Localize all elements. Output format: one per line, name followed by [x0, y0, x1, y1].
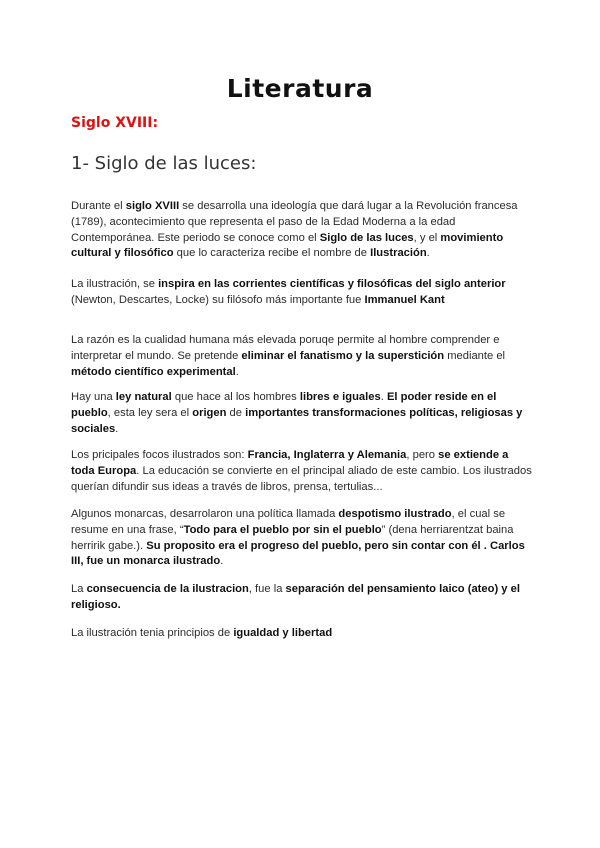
text-run: se desarrolla una ideología que dará lugar a la Revolución francesa (1789), acontecimiento que representa el paso de la Edad Moderna a la edad Contemporánea. Este periodo se conoce como el: [71, 200, 518, 244]
bold-text: Immanuel Kant: [364, 293, 445, 306]
text-run: . La educación se convierte en el principal aliado de este cambio. Los ilustrados querían difundir sus ideas a través de libros, prensa, tertulias...: [71, 464, 532, 493]
bold-text: siglo XVIII: [125, 200, 180, 212]
text-run: .: [220, 555, 224, 568]
paragraph-8: [71, 626, 533, 642]
bold-text: movimiento cultural y filosófico: [71, 231, 504, 260]
text-run: Algunos monarcas, desarrolaron una política llamada: [71, 508, 339, 520]
text-run: Los pricipales focos ilustrados son:: [71, 449, 248, 461]
text-run: mediante el: [444, 349, 506, 362]
text-run: , esta ley sera el: [107, 406, 193, 419]
bold-text: Todo para el pueblo por sin el pueblo: [183, 523, 382, 536]
paragraph-3: [71, 333, 533, 380]
text-run: ” (dena herriarentzat baina herririk gabe.).: [71, 523, 514, 552]
text-run: Durante el: [71, 200, 126, 212]
paragraph-5: [71, 448, 533, 495]
text-run: que hace al los hombres: [171, 391, 300, 403]
bold-text: se extiende a toda Europa: [71, 449, 509, 477]
bold-text: Ilustración: [370, 247, 427, 260]
text-run: La razón es la cualidad humana más elevada poruqe permite al hombre comprender e interpretar el mundo. Se pretende: [71, 334, 500, 362]
text-run: .: [235, 365, 239, 378]
subsection-heading: 1- Siglo de las luces:: [71, 153, 257, 174]
text-run: , fue la: [248, 583, 286, 595]
bold-text: El poder reside en el pueblo: [71, 391, 497, 419]
bold-text: ley natural: [115, 391, 172, 403]
bold-text: método científico experimental: [71, 365, 236, 378]
text-run: .: [380, 391, 387, 403]
bold-text: libres e iguales: [299, 391, 381, 403]
paragraph-6: [71, 507, 533, 570]
bold-text: importantes transformaciones políticas, religiosas y sociales: [71, 406, 523, 435]
text-run: .: [115, 422, 119, 435]
text-run: La ilustración tenia principios de: [71, 627, 234, 639]
text-run: Hay una: [71, 391, 116, 403]
bold-text: consecuencia de la ilustracion: [86, 583, 249, 595]
section-heading: Siglo XVIII:: [71, 115, 159, 131]
text-run: , pero: [406, 449, 439, 461]
page-title: Literatura: [226, 74, 374, 103]
paragraph-4: [71, 390, 533, 437]
bold-text: separación del pensamiento laico (ateo) y el religioso.: [71, 583, 520, 611]
bold-text: Francia, Inglaterra y Alemania: [247, 449, 407, 461]
paragraph-1: [71, 199, 533, 262]
paragraph-2: [71, 277, 533, 309]
bold-text: igualdad y libertad: [233, 627, 333, 639]
text-run: La: [71, 583, 87, 595]
text-run: que lo caracteriza recibe el nombre de: [173, 247, 371, 260]
bold-text: origen: [192, 406, 227, 419]
text-run: .: [426, 247, 430, 260]
bold-text: Siglo de las luces: [319, 231, 414, 244]
bold-text: eliminar el fanatismo y la superstición: [241, 349, 445, 362]
text-run: de: [226, 406, 246, 419]
text-run: , y el: [413, 231, 441, 244]
text-run: , el cual se resume en una frase, “: [71, 508, 506, 536]
bold-text: despotismo ilustrado: [338, 508, 452, 520]
text-run: (Newton, Descartes, Locke) su filósofo más importante fue: [71, 293, 365, 306]
text-run: La ilustración, se: [71, 278, 159, 290]
paragraph-7: [71, 582, 533, 614]
bold-text: Su proposito era el progreso del pueblo, pero sin contar con él . Carlos III, fue un monarca ilustrado: [71, 539, 525, 568]
bold-text: inspira en las corrientes científicas y filosóficas del siglo anterior: [158, 278, 506, 290]
